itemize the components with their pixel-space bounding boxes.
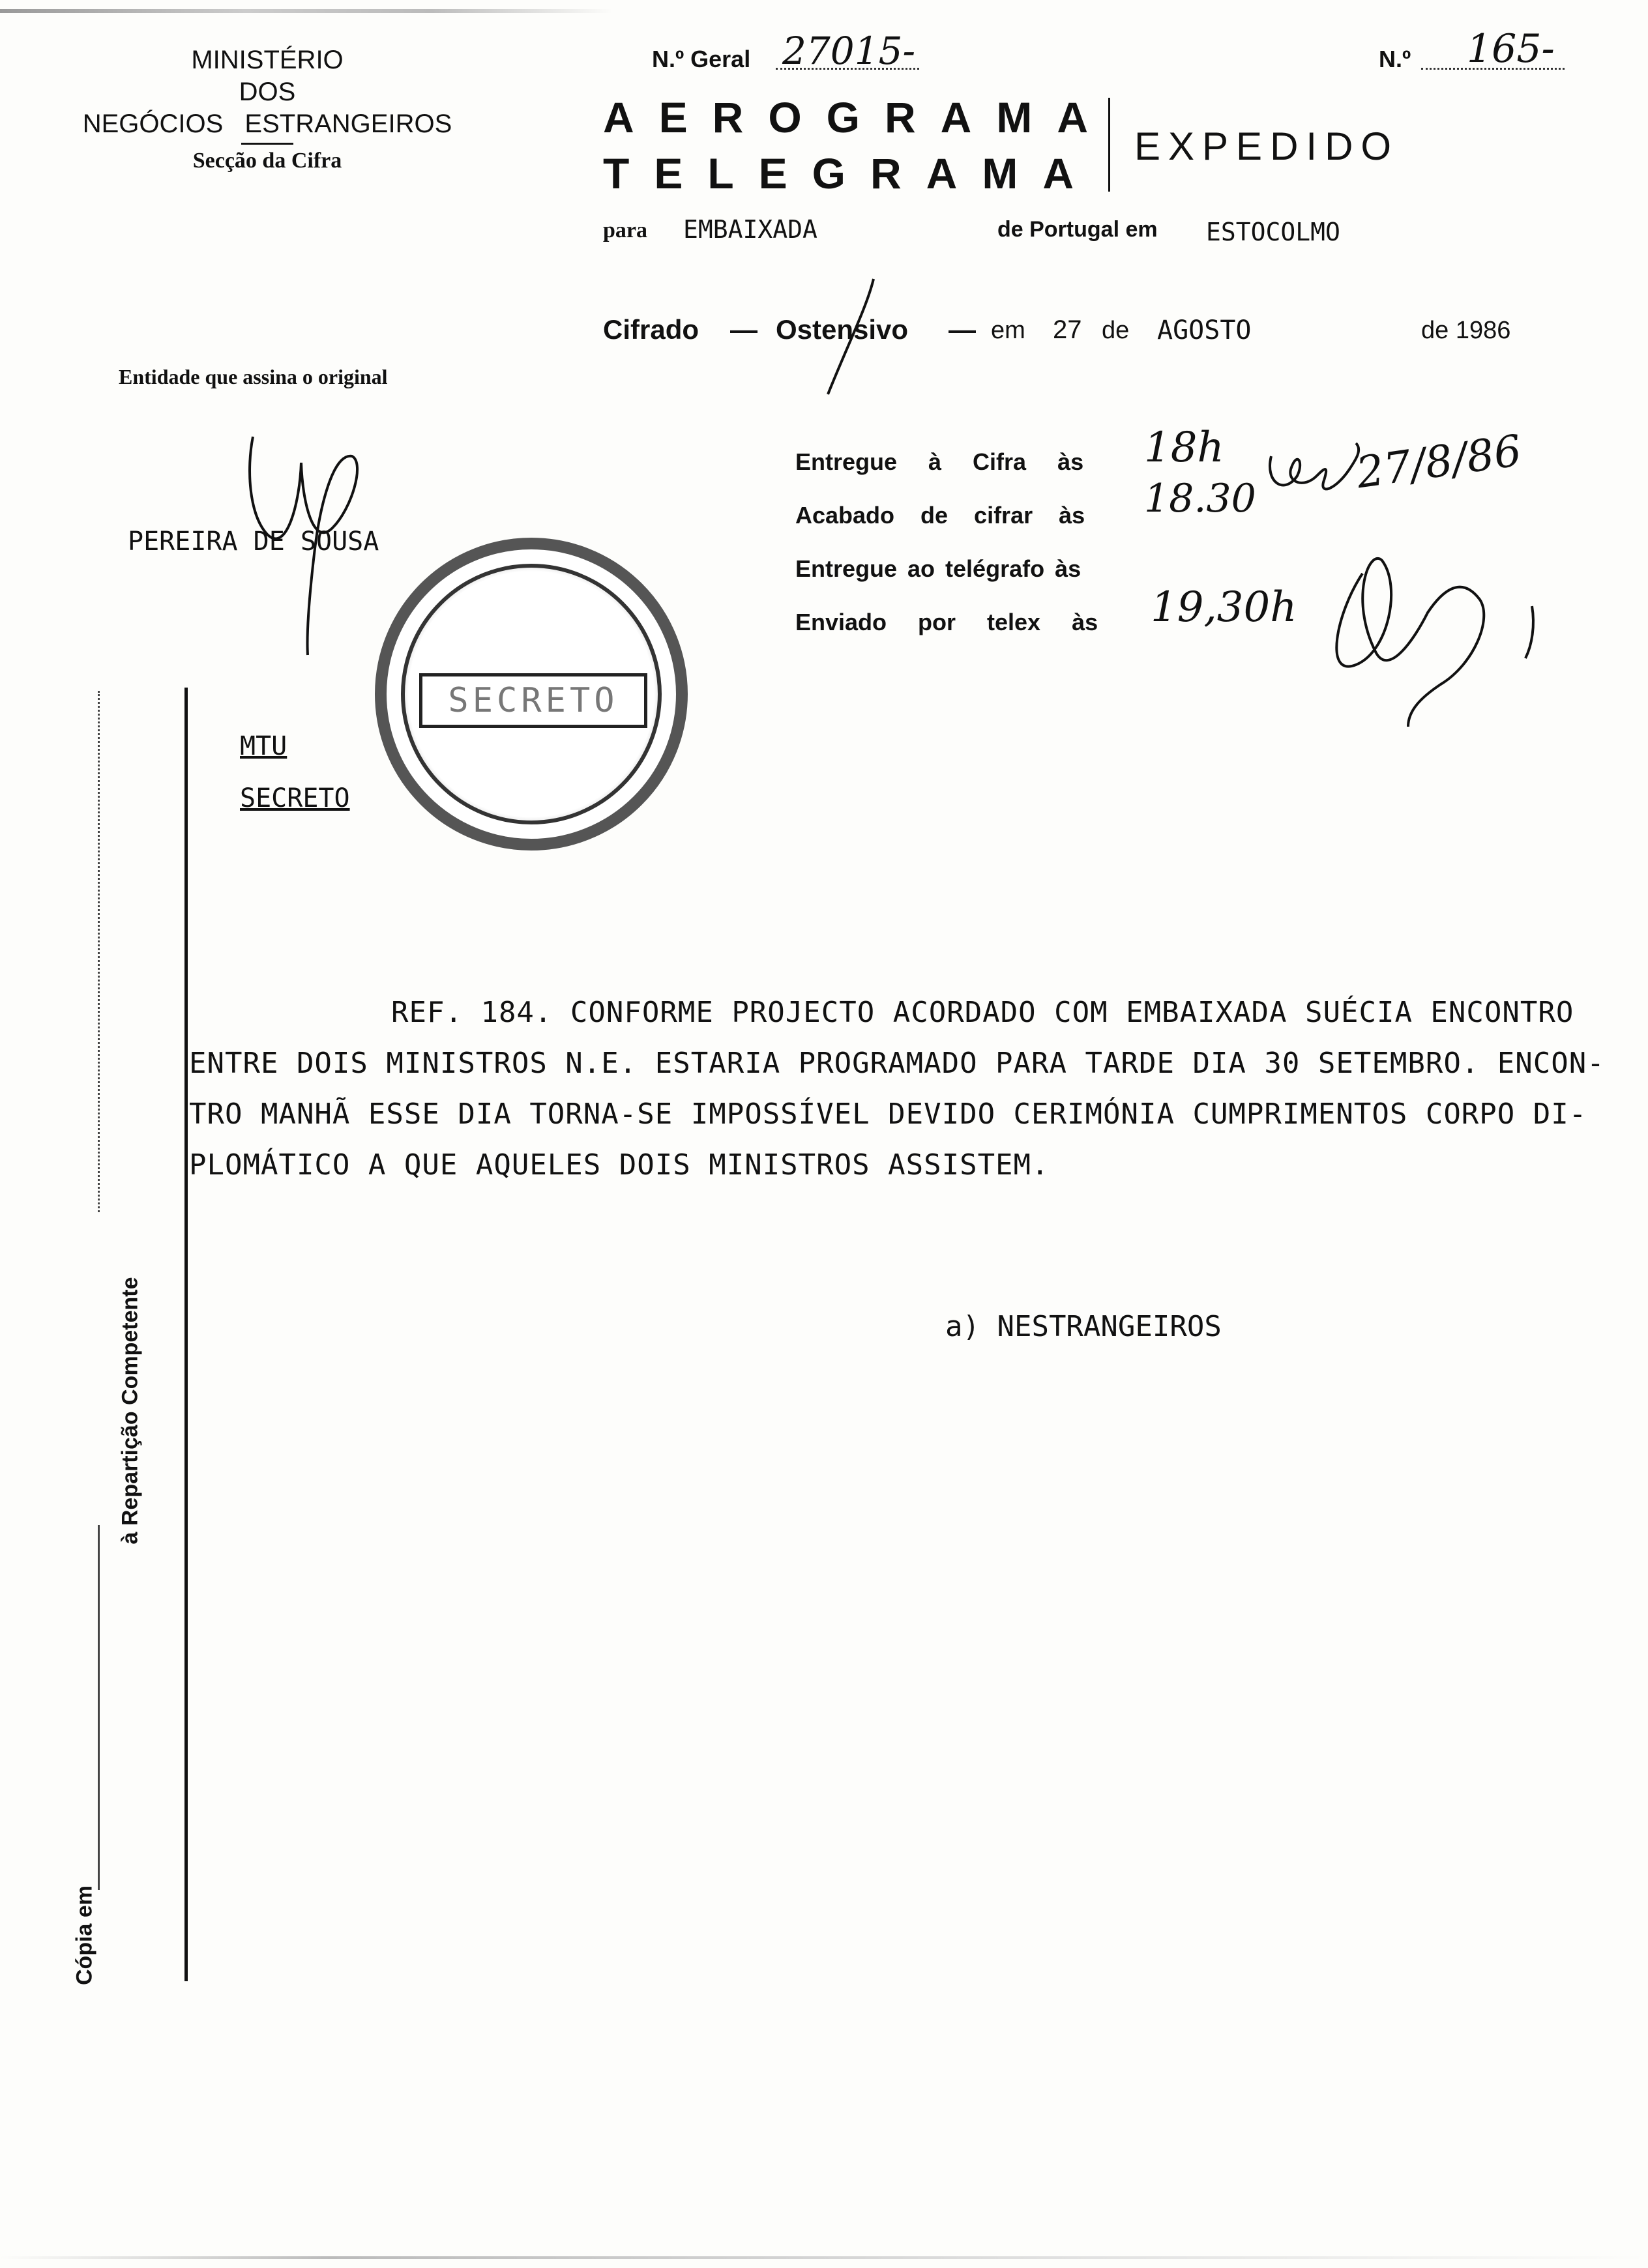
cifrar-time-value: 18.30 bbox=[1144, 476, 1256, 521]
telegrama-title: TELEGRAMA bbox=[603, 149, 1098, 197]
times-block bbox=[795, 435, 1134, 649]
telex-time-value: 19,30h bbox=[1151, 583, 1297, 632]
cifrar-initials-scribble bbox=[1258, 430, 1369, 508]
copia-em-blank-line bbox=[98, 1525, 100, 1890]
scan-edge-top bbox=[0, 9, 613, 13]
para-label: para bbox=[603, 218, 647, 242]
message-line4: PLOMÁTICO A QUE AQUELES DOIS MINISTROS ASSISTEM. bbox=[189, 1148, 1050, 1182]
classification-mtu: MTU bbox=[240, 731, 287, 761]
ostensivo-strike-mark bbox=[808, 274, 887, 398]
numero-geral-value: 27015- bbox=[782, 29, 916, 73]
expedido-status: EXPEDIDO bbox=[1134, 124, 1400, 168]
secreto-round-stamp bbox=[375, 538, 688, 850]
title-brace bbox=[1108, 98, 1119, 192]
left-dotted-rule bbox=[98, 691, 100, 1212]
message-line3: TRO MANHÃ ESSE DIA TORNA-SE IMPOSSÍVEL DEVIDO CERIMÓNIA CUMPRIMENTOS CORPO DI- bbox=[189, 1098, 1587, 1131]
dispatch-month: AGOSTO bbox=[1157, 315, 1252, 345]
cifrar-initials-date: 27/8/86 bbox=[1353, 425, 1525, 499]
cifrar-time-label: Acabado de cifrar às bbox=[795, 502, 1085, 529]
dispatch-dash1: — bbox=[730, 314, 758, 345]
dispatch-year: de 1986 bbox=[1421, 317, 1511, 344]
cifra-time-label: Entregue à Cifra às bbox=[795, 448, 1084, 475]
cifrado-option: Cifrado bbox=[603, 314, 699, 345]
de-portugal-label: de Portugal em bbox=[997, 217, 1158, 242]
para-value: EMBAIXADA bbox=[683, 215, 817, 244]
classification-secreto: SECRETO bbox=[240, 783, 350, 813]
message-line2: ENTRE DOIS MINISTROS N.E. ESTARIA PROGRAMADO PARA TARDE DIA 30 SETEMBRO. ENCON- bbox=[189, 1047, 1605, 1080]
message-line1: REF. 184. CONFORME PROJECTO ACORDADO COM EMBAIXADA SUÉCIA ENCONTRO bbox=[391, 996, 1574, 1029]
dispatch-line bbox=[603, 314, 1555, 353]
ostensivo-option: Ostensivo bbox=[776, 314, 909, 345]
dispatch-day: 27 bbox=[1053, 315, 1082, 344]
numero-label: N.º bbox=[1379, 46, 1411, 72]
message-signature: a) NESTRANGEIROS bbox=[945, 1310, 1222, 1343]
cifra-time-value: 18h bbox=[1144, 424, 1224, 472]
operator-signature bbox=[1310, 534, 1558, 730]
message-body bbox=[189, 987, 1605, 1191]
scan-edge-bottom bbox=[0, 2256, 1648, 2259]
entidade-label: Entidade que assina o original bbox=[119, 365, 388, 388]
numero-value: 165- bbox=[1467, 26, 1555, 72]
ministry-line3: NEGÓCIOS ESTRANGEIROS bbox=[82, 109, 452, 138]
ministry-block bbox=[59, 46, 476, 173]
de-portugal-value: ESTOCOLMO bbox=[1206, 218, 1340, 246]
telegrafo-time-label: Entregue ao telégrafo às bbox=[795, 555, 1082, 582]
dispatch-de: de bbox=[1102, 317, 1130, 344]
section-divider bbox=[241, 143, 293, 145]
ministry-line2: DOS bbox=[239, 78, 296, 106]
reparticao-competente-label: à Repartição Competente bbox=[117, 1277, 143, 1545]
stamp-label: SECRETO bbox=[419, 673, 647, 728]
copia-em-label: Cópia em bbox=[72, 1885, 97, 1986]
section-name: Secção da Cifra bbox=[192, 149, 342, 173]
numero-geral-label: N.º Geral bbox=[652, 46, 751, 72]
em-label: em bbox=[991, 317, 1025, 344]
left-margin-rule bbox=[184, 688, 188, 1981]
dispatch-dash2: — bbox=[949, 314, 976, 345]
signatory-name: PEREIRA DE SOUSA bbox=[128, 527, 379, 557]
telex-time-label: Enviado por telex às bbox=[795, 609, 1098, 635]
ministry-line1: MINISTÉRIO bbox=[191, 46, 344, 74]
aerograma-title: AEROGRAMA bbox=[603, 93, 1113, 141]
